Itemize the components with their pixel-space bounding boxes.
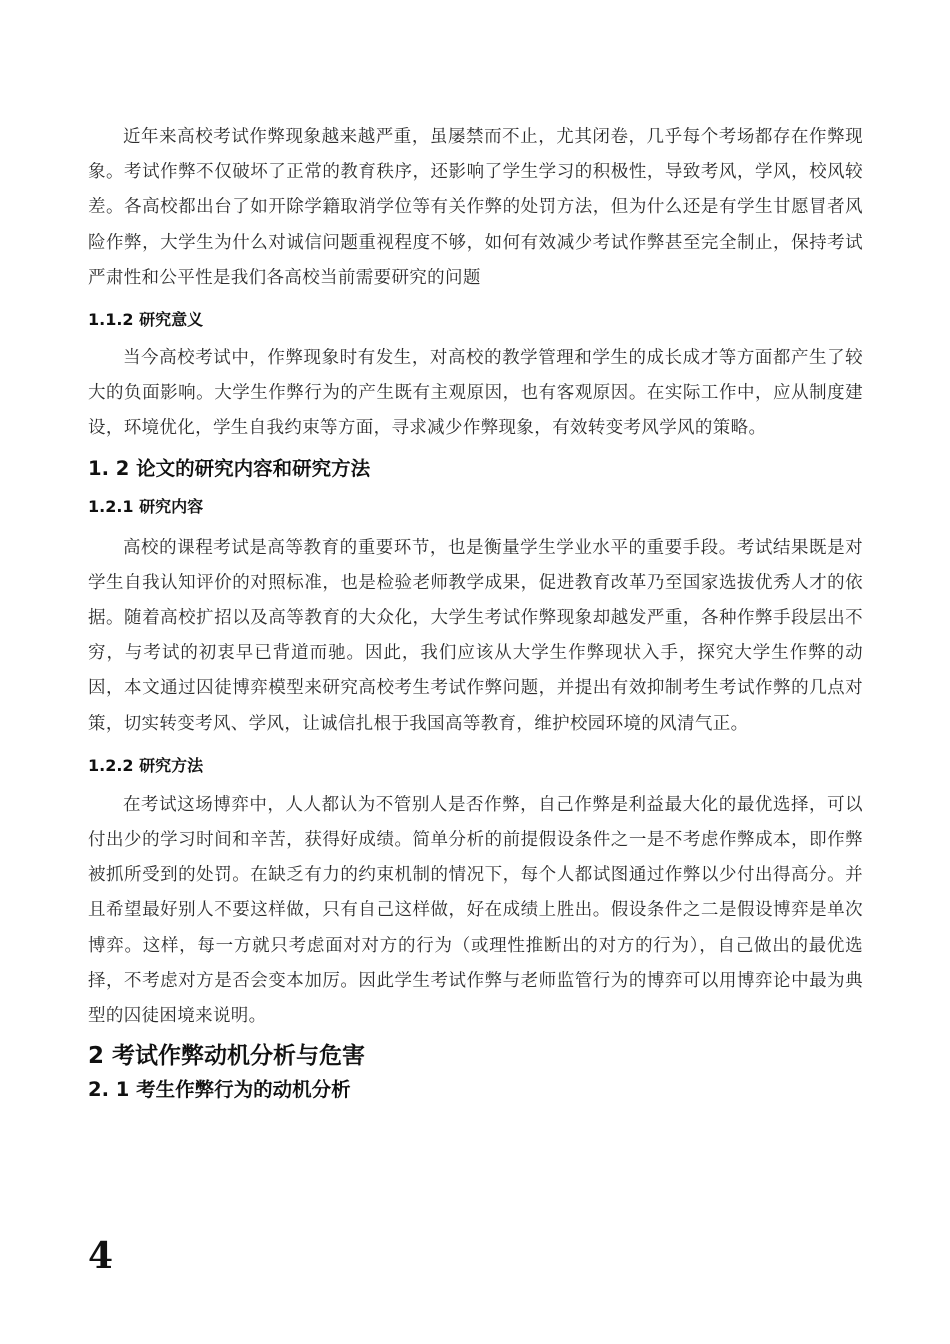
heading-1-1-2: 1.1.2 研究意义 xyxy=(88,310,204,330)
significance-paragraph: 当今高校考试中，作弊现象时有发生，对高校的教学管理和学生的成长成才等方面都产生了较大的负面影响。大学生作弊行为的产生既有主观原因，也有客观原因。在实际工作中，应从制度建设，环境优化，学生自我约束等方面，寻求减少作弊现象，有效转变考风学风的策略。 xyxy=(88,348,863,439)
research-method-paragraph: 在考试这场博弈中，人人都认为不管别人是否作弊，自己作弊是利益最大化的最优选择，可以付出少的学习时间和辛苦，获得好成绩。简单分析的前提假设条件之一是不考虑作弊成本，即作弊被抓所受到的处罚。在缺乏有力的约束机制的情况下，每个人都试图通过作弊以少付出得高分。并且希望最好别人不要这样做，只有自己这样做，好在成绩上胜出。假设条件之二是假设博弈是单次博弈。这样，每一方就只考虑面对对方的行为（或理性推断出的对方的行为），自己做出的最优选择，不考虑对方是否会变本加厉。因此学生考试作弊与老师监管行为的博弈可以用博弈论中最为典型的囚徒困境来说明。 xyxy=(88,794,863,1027)
intro-paragraph: 近年来高校考试作弊现象越来越严重，虽屡禁而不止，尤其闭卷，几乎每个考场都存在作弊现象。考试作弊不仅破坏了正常的教育秩序，还影响了学生学习的积极性，导致考风，学风，校风较差。各高校都出台了如开除学籍取消学位等有关作弊的处罚方法，但为什么还是有学生甘愿冒者风险作弊，大学生为什么对诚信问题重视程度不够，如何有效减少考试作弊甚至完全制止，保持考试严肃性和公平性是我们各高校当前需要研究的问题 xyxy=(88,127,863,288)
heading-1-2: 1. 2 论文的研究内容和研究方法 xyxy=(88,456,371,480)
heading-2-1: 2. 1 考生作弊行为的动机分析 xyxy=(88,1078,351,1102)
heading-1-2-2: 1.2.2 研究方法 xyxy=(88,755,204,775)
heading-1-2-1: 1.2.1 研究内容 xyxy=(88,496,204,516)
page-number: 4 xyxy=(88,1235,114,1277)
research-content-paragraph: 高校的课程考试是高等教育的重要环节，也是衡量学生学业水平的重要手段。考试结果既是对学生自我认知评价的对照标准，也是检验老师教学成果，促进教育改革乃至国家选拔优秀人才的依据。随着高校扩招以及高等教育的大众化，大学生考试作弊现象却越发严重，各种作弊手段层出不穷，与考试的初衷早已背道而驰。因此，我们应该从大学生作弊现状入手，探究大学生作弊的动因，本文通过囚徒博弈模型来研究高校考生考试作弊问题，并提出有效抑制考生考试作弊的几点对策，切实转变考风、学风，让诚信扎根于我国高等教育，维护校园环境的风清气正。 xyxy=(88,537,863,734)
document-page xyxy=(88,120,863,1102)
heading-2: 2 考试作弊动机分析与危害 xyxy=(88,1043,366,1070)
